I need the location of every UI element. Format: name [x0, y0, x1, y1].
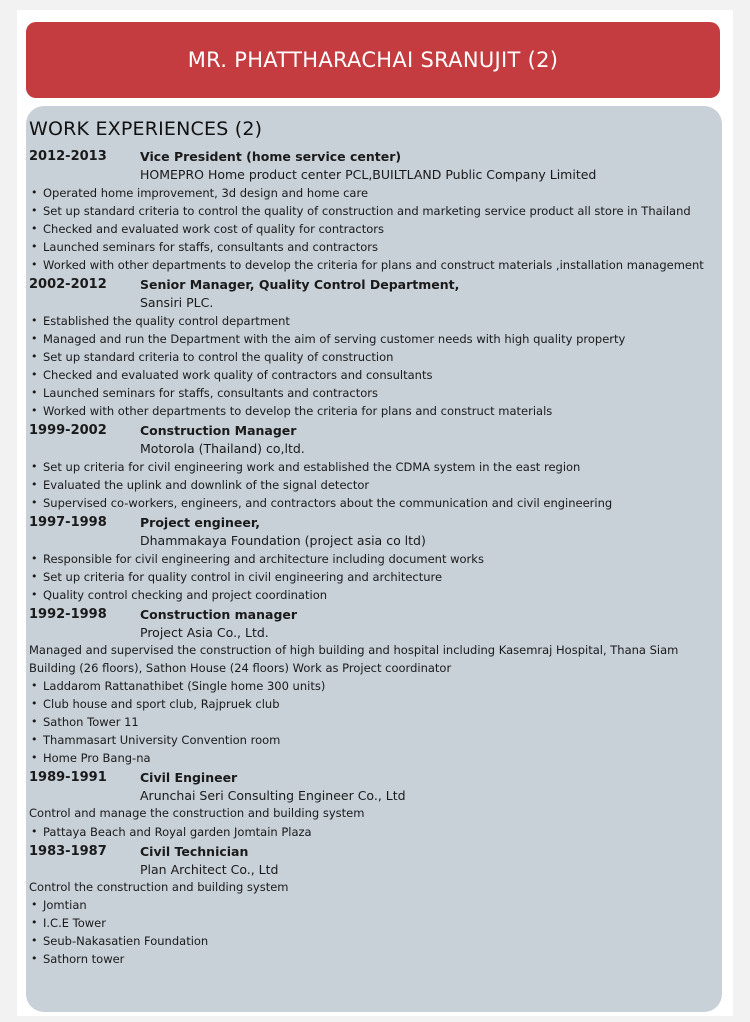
job-company: Dhammakaya Foundation (project asia co ltd) — [140, 533, 426, 548]
job-header — [29, 843, 710, 861]
bullet-dot-icon: • — [31, 679, 38, 692]
bullet-item — [29, 220, 710, 238]
job-company: HOMEPRO Home product center PCL,BUILTLAND Public Company Limited — [140, 167, 597, 182]
bullet-text: Jomtian — [43, 898, 87, 912]
bullet-text: Launched seminars for staffs, consultants and contractors — [43, 240, 379, 254]
job-period: 1983-1987 — [29, 843, 107, 859]
job-entry — [29, 606, 710, 767]
job-period: 2002-2012 — [29, 277, 107, 292]
job-title: Civil Engineer — [140, 770, 238, 785]
job-title: Vice President (home service center) — [140, 149, 402, 164]
job-entry — [29, 422, 710, 512]
bullet-text: Pattaya Beach and Royal garden Jomtain Plaza — [43, 824, 312, 839]
bullet-item — [29, 823, 710, 841]
bullet-text: Responsible for civil engineering and architecture including document works — [43, 552, 484, 566]
job-entry — [29, 276, 710, 420]
job-summary: Control the construction and building system — [29, 879, 289, 894]
bullet-dot-icon: • — [31, 240, 38, 253]
bullet-text: Evaluated the uplink and downlink of the signal detector — [43, 478, 370, 492]
job-period: 1997-1998 — [29, 515, 107, 530]
job-title: Civil Technician — [140, 843, 249, 859]
job-bullet-list — [29, 823, 710, 841]
bullet-dot-icon: • — [31, 824, 38, 838]
job-bullet-list — [29, 677, 710, 767]
bullet-item — [29, 677, 710, 695]
job-bullet-list — [29, 896, 710, 968]
job-summary: Managed and supervised the construction of high building and hospital including Kasemraj Hospital, Thana Siam Building (26 floors), Sathon House (24 floors) Work as Project coordinator — [29, 643, 679, 675]
bullet-text: Set up standard criteria to control the quality of construction — [43, 350, 394, 364]
job-period: 2012-2013 — [29, 149, 107, 164]
bullet-item — [29, 586, 710, 604]
bullet-item — [29, 731, 710, 749]
job-bullet-list — [29, 458, 710, 512]
bullet-text: Thammasart University Convention room — [43, 733, 281, 747]
bullet-item — [29, 348, 710, 366]
job-company: Project Asia Co., Ltd. — [140, 625, 269, 640]
work-experience-panel — [26, 106, 722, 1012]
bullet-dot-icon: • — [31, 934, 38, 947]
bullet-item — [29, 312, 710, 330]
bullet-dot-icon: • — [31, 350, 38, 363]
bullet-item — [29, 713, 710, 731]
bullet-text: Established the quality control department — [43, 314, 290, 328]
bullet-text: Sathon Tower 11 — [43, 715, 139, 729]
job-bullet-list — [29, 550, 710, 604]
job-title: Construction manager — [140, 607, 298, 622]
bullet-item — [29, 202, 710, 220]
job-company: Plan Architect Co., Ltd — [140, 861, 279, 877]
bullet-text: I.C.E Tower — [43, 916, 106, 930]
job-entry — [29, 843, 710, 969]
bullet-text: Sathorn tower — [43, 952, 125, 966]
person-name-title: MR. PHATTHARACHAI SRANUJIT (2) — [187, 48, 559, 72]
bullet-text: Club house and sport club, Rajpruek club — [43, 697, 280, 711]
job-title: Construction Manager — [140, 423, 297, 438]
job-header — [29, 148, 710, 166]
bullet-text: Set up criteria for quality control in civil engineering and architecture — [43, 570, 443, 584]
bullet-text: Managed and run the Department with the aim of serving customer needs with high quality property — [43, 332, 626, 346]
job-list — [29, 148, 710, 968]
bullet-item — [29, 330, 710, 348]
section-title: WORK EXPERIENCES (2) — [29, 118, 263, 140]
bullet-dot-icon: • — [31, 258, 38, 271]
bullet-text: Worked with other departments to develop the criteria for plans and construct materials — [43, 404, 553, 418]
job-header — [29, 606, 710, 624]
bullet-dot-icon: • — [31, 204, 38, 217]
bullet-text: Seub-Nakasatien Foundation — [43, 934, 209, 948]
bullet-text: Worked with other departments to develop the criteria for plans and construct materials ,installation management — [43, 258, 704, 272]
job-company: Motorola (Thailand) co,ltd. — [140, 441, 305, 456]
job-period: 1999-2002 — [29, 423, 107, 438]
bullet-text: Checked and evaluated work cost of quality for contractors — [43, 222, 385, 236]
bullet-dot-icon: • — [31, 952, 38, 965]
bullet-dot-icon: • — [31, 222, 38, 235]
bullet-item — [29, 695, 710, 713]
bullet-dot-icon: • — [31, 478, 38, 491]
job-entry — [29, 148, 710, 274]
bullet-dot-icon: • — [31, 314, 38, 327]
job-bullet-list — [29, 184, 710, 274]
bullet-item — [29, 256, 710, 274]
bullet-text: Checked and evaluated work quality of contractors and consultants — [43, 368, 433, 382]
bullet-item — [29, 366, 710, 384]
bullet-dot-icon: • — [31, 588, 38, 601]
bullet-text: Quality control checking and project coordination — [43, 588, 328, 602]
bullet-item — [29, 932, 710, 950]
job-entry — [29, 514, 710, 604]
bullet-item — [29, 238, 710, 256]
bullet-dot-icon: • — [31, 916, 38, 929]
bullet-dot-icon: • — [31, 386, 38, 399]
bullet-item — [29, 402, 710, 420]
job-header — [29, 769, 710, 787]
bullet-item — [29, 384, 710, 402]
job-header — [29, 276, 710, 294]
job-summary: Control and manage the construction and building system — [29, 806, 365, 820]
job-bullet-list — [29, 312, 710, 420]
job-company: Sansiri PLC. — [140, 295, 214, 310]
bullet-text: Home Pro Bang-na — [43, 751, 151, 765]
bullet-item — [29, 749, 710, 767]
bullet-dot-icon: • — [31, 496, 38, 509]
job-period: 1989-1991 — [29, 770, 107, 785]
job-header — [29, 422, 710, 440]
bullet-text: Set up criteria for civil engineering work and established the CDMA system in the east region — [43, 460, 581, 474]
bullet-text: Supervised co-workers, engineers, and contractors about the communication and civil engineering — [43, 496, 613, 510]
bullet-dot-icon: • — [31, 552, 38, 565]
bullet-item — [29, 494, 710, 512]
bullet-dot-icon: • — [31, 697, 38, 710]
bullet-dot-icon: • — [31, 332, 38, 345]
bullet-dot-icon: • — [31, 570, 38, 583]
job-entry — [29, 769, 710, 841]
bullet-text: Set up standard criteria to control the quality of construction and marketing service product all store in Thailand — [43, 204, 691, 218]
job-company: Arunchai Seri Consulting Engineer Co., Ltd — [140, 788, 406, 803]
job-title: Senior Manager, Quality Control Department, — [140, 277, 460, 292]
job-period: 1992-1998 — [29, 607, 107, 622]
bullet-item — [29, 896, 710, 914]
bullet-item — [29, 568, 710, 586]
bullet-text: Launched seminars for staffs, consultants and contractors — [43, 386, 379, 400]
bullet-item — [29, 550, 710, 568]
name-header-banner — [26, 22, 720, 98]
bullet-dot-icon: • — [31, 404, 38, 417]
bullet-item — [29, 476, 710, 494]
bullet-item — [29, 914, 710, 932]
job-header — [29, 514, 710, 532]
bullet-text: Laddarom Rattanathibet (Single home 300 units) — [43, 679, 326, 693]
bullet-text: Operated home improvement, 3d design and home care — [43, 186, 369, 200]
bullet-item — [29, 458, 710, 476]
bullet-item — [29, 184, 710, 202]
bullet-dot-icon: • — [31, 898, 38, 911]
bullet-item — [29, 950, 710, 968]
bullet-dot-icon: • — [31, 733, 38, 746]
bullet-dot-icon: • — [31, 186, 38, 199]
job-title: Project engineer, — [140, 515, 260, 530]
bullet-dot-icon: • — [31, 751, 38, 764]
bullet-dot-icon: • — [31, 460, 38, 473]
bullet-dot-icon: • — [31, 368, 38, 381]
bullet-dot-icon: • — [31, 715, 38, 728]
